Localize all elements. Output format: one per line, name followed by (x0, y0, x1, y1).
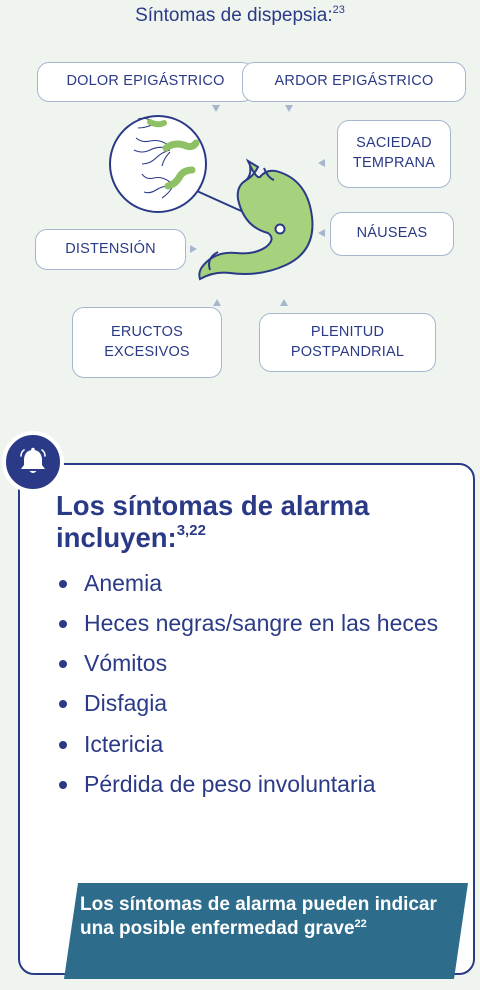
symptom-label: SACIEDAD (356, 135, 432, 152)
list-item-text: Pérdida de peso involuntaria (84, 770, 376, 797)
symptom-early-satiety (337, 120, 451, 188)
list-item (56, 771, 456, 798)
list-item (56, 570, 456, 597)
alarm-heading-text: Los síntomas de alarma incluyen: (56, 490, 370, 554)
symptom-label: TEMPRANA (352, 155, 436, 171)
bullet-icon (59, 660, 67, 668)
alarm-banner-label: Los síntomas de alarma pueden indicar una posible enfermedad grave (80, 894, 437, 940)
arrow-pointer (285, 105, 293, 112)
symptom-label: DOLOR EPIGÁSTRICO (66, 73, 225, 90)
bacteria-magnifier-icon (110, 116, 206, 212)
list-item (56, 610, 456, 637)
symptom-epigastric-burning (242, 62, 466, 102)
list-item (56, 731, 456, 758)
list-item-text: Vómitos (84, 650, 168, 677)
list-item-text: Anemia (84, 570, 162, 596)
bullet-icon (59, 620, 67, 628)
arrow-pointer (213, 299, 221, 306)
symptom-epigastric-pain (37, 62, 254, 102)
symptom-label: ERUCTOS (110, 323, 183, 340)
list-item (56, 690, 456, 717)
symptom-label: POSTPANDRIAL (290, 343, 405, 360)
list-item-text: Disfagia (84, 690, 168, 717)
bell-icon (16, 445, 50, 479)
bell-badge (2, 431, 64, 493)
bullet-icon (59, 580, 67, 588)
arrow-pointer (212, 105, 220, 112)
symptom-label: ARDOR EPIGÁSTRICO (274, 73, 434, 90)
arrow-pointer (190, 245, 197, 253)
alarm-heading (56, 490, 456, 555)
alarm-banner-ref: 22 (354, 918, 367, 931)
bullet-icon (59, 781, 67, 789)
list-item (56, 650, 456, 677)
arrow-pointer (318, 229, 325, 237)
symptom-label: EXCESIVOS (104, 343, 190, 360)
symptom-postprandial-fullness (259, 313, 436, 372)
symptom-belching (72, 307, 222, 378)
list-item-text: Heces negras/sangre en las heces (84, 610, 439, 637)
symptom-bloating (35, 229, 186, 270)
alarm-symptom-list (56, 570, 456, 811)
arrow-pointer (280, 299, 288, 306)
bullet-icon (59, 741, 67, 749)
symptom-label: DISTENSIÓN (65, 240, 156, 257)
dyspepsia-title-ref: 23 (332, 4, 345, 16)
stomach-icon (199, 161, 312, 279)
list-item-text: Ictericia (84, 730, 164, 757)
dyspepsia-title-text: Síntomas de dispepsia: (135, 5, 333, 26)
alarm-heading-ref: 3,22 (176, 522, 206, 540)
alarm-banner-text (80, 893, 460, 942)
arrow-pointer (318, 159, 325, 167)
symptom-nausea (330, 212, 454, 256)
bullet-icon (59, 700, 67, 708)
symptom-label: NÁUSEAS (356, 225, 428, 242)
symptom-label: PLENITUD (310, 323, 385, 340)
